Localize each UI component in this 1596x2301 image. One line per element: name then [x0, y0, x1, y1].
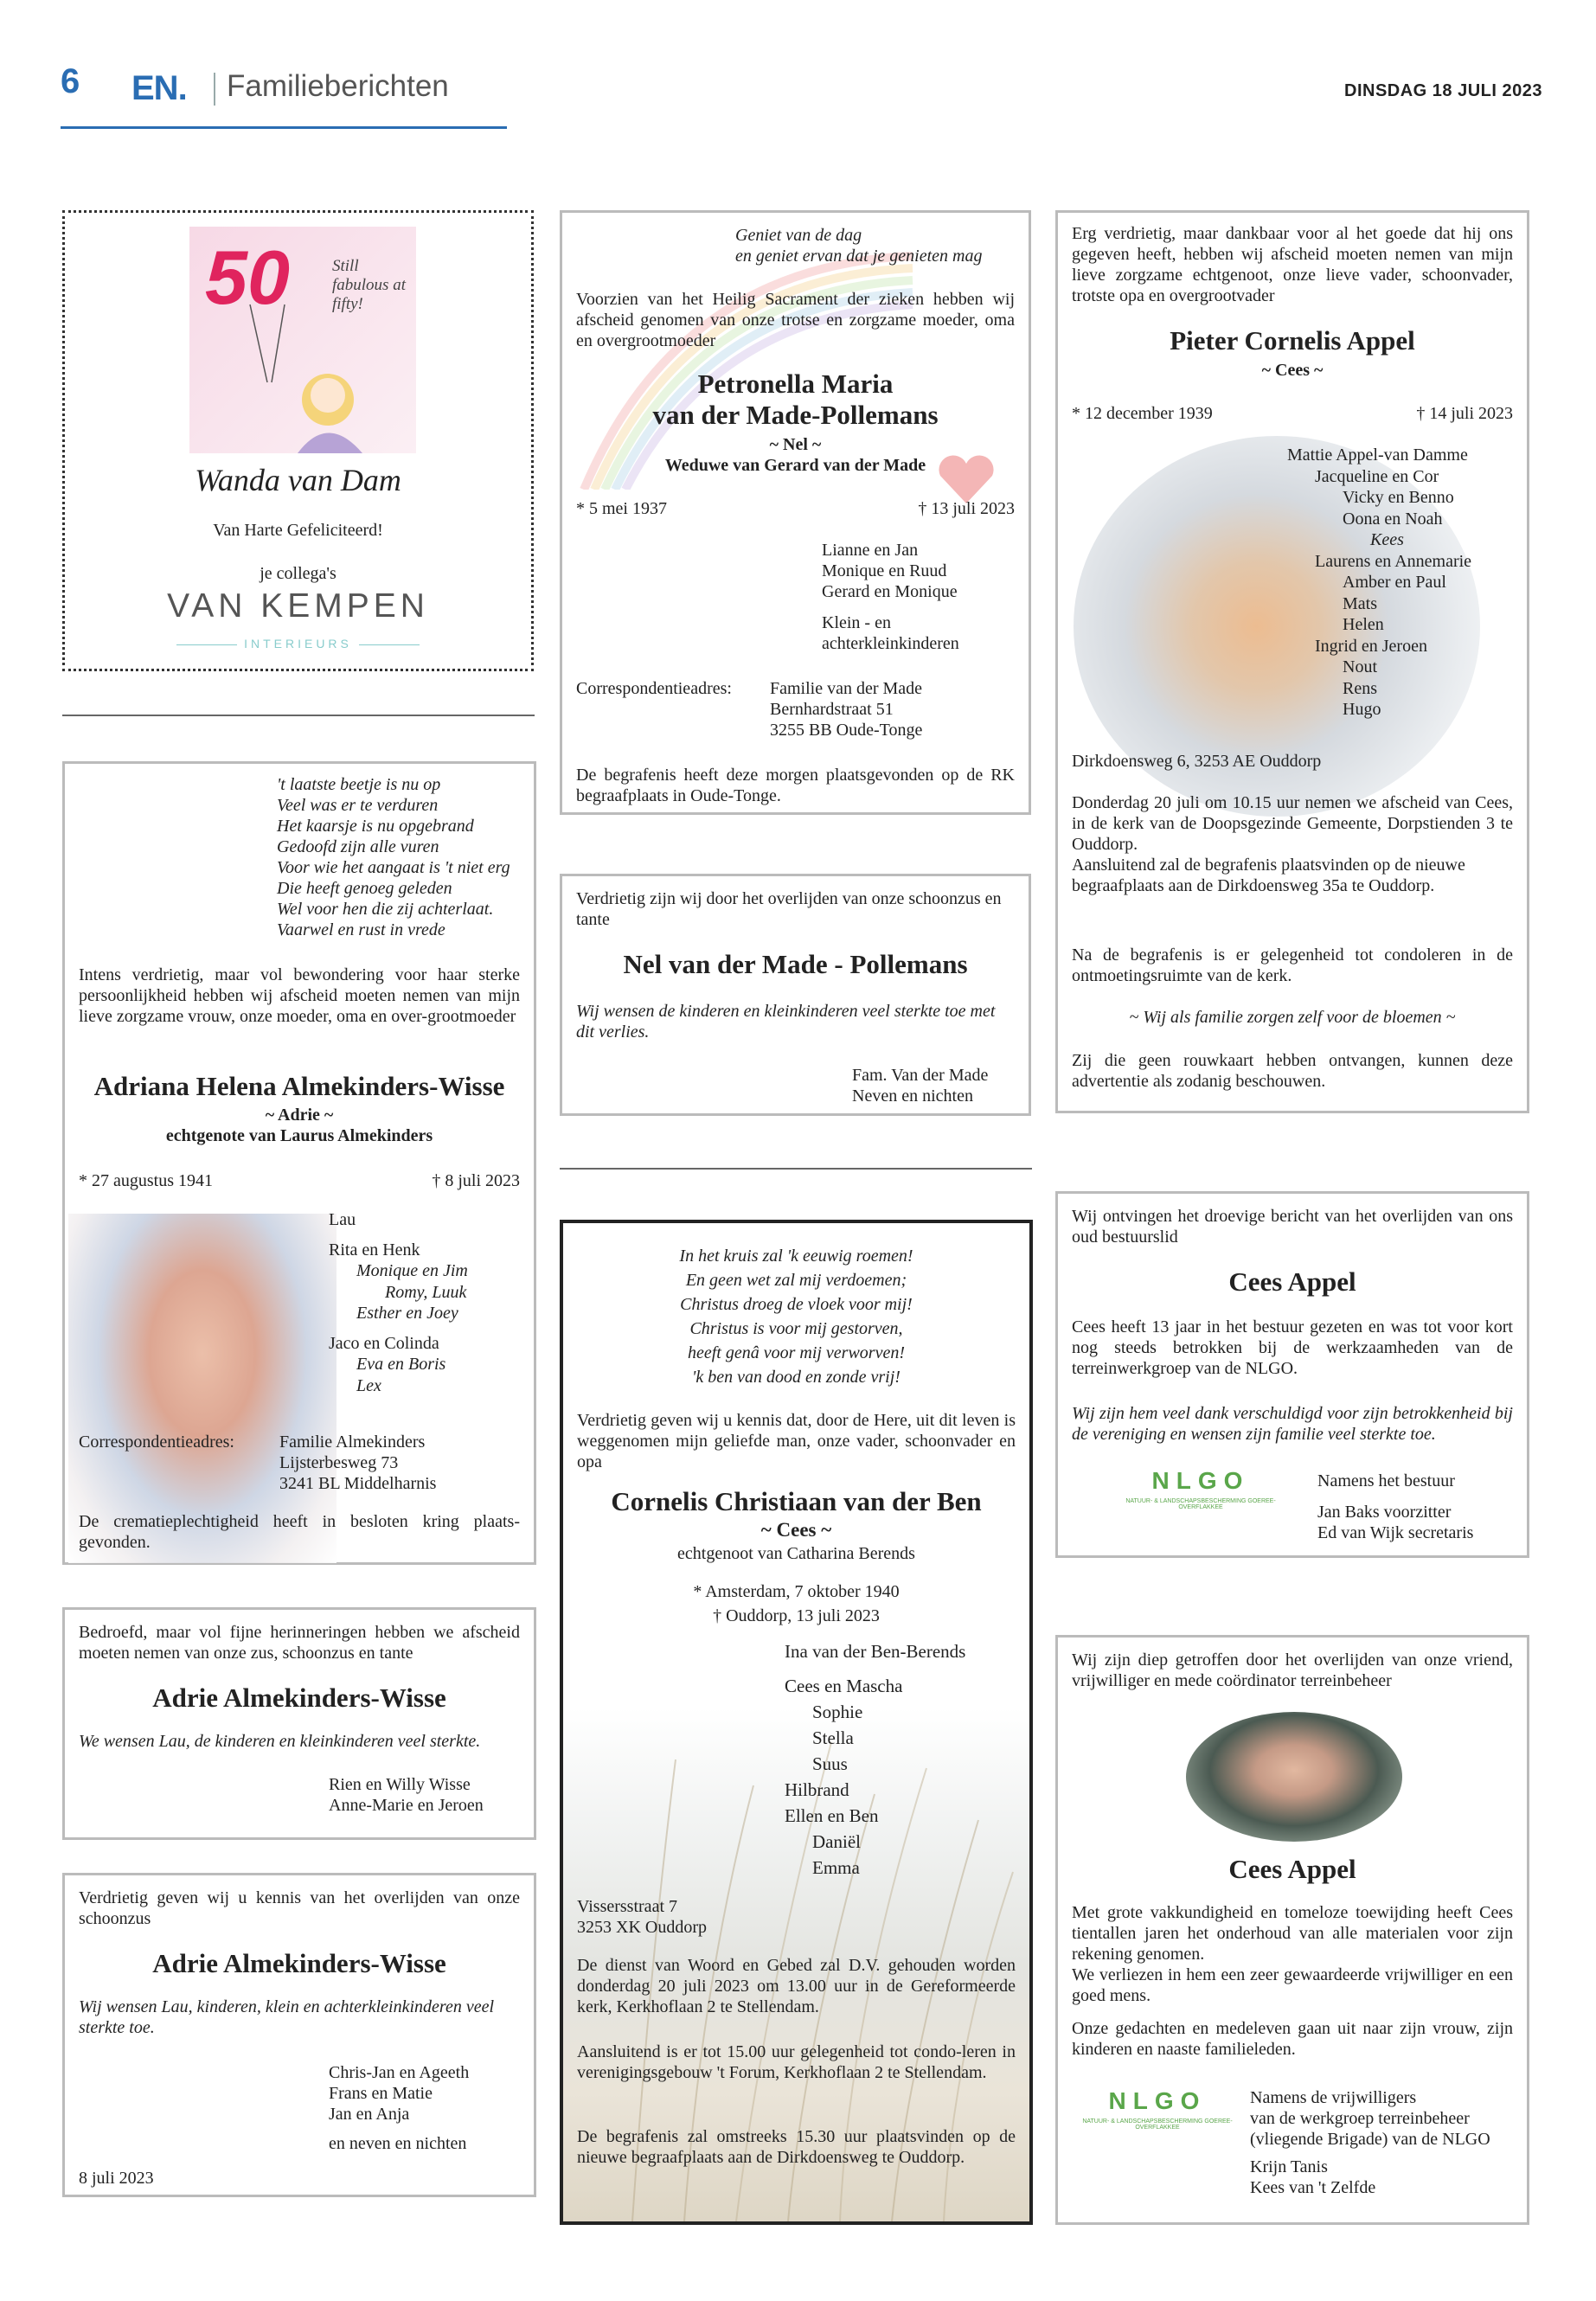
section-title: Familieberichten	[227, 69, 449, 103]
signed: Fam. Van der Made Neven en nichten	[852, 1066, 989, 1106]
column-rule	[560, 1168, 1032, 1170]
greeting: Van Harte Gefeliciteerd!	[213, 521, 383, 540]
address: Dirkdoensweg 6, 3253 AE Ouddorp	[1072, 752, 1322, 771]
nlgo-logo-text: NLGO	[1151, 1467, 1250, 1494]
birth-date: * 12 december 1939	[1072, 404, 1213, 423]
page-number: 6	[61, 62, 80, 100]
nickname: ~ Nel ~	[769, 435, 822, 454]
family-list: Ina van der Ben-Berends Cees en Mascha Sophie Stella Suus Hilbrand Ellen en Ben Daniël Emma	[785, 1641, 966, 1878]
nlgo-logo-text: NLGO	[1108, 2087, 1207, 2114]
nickname: ~ Cees ~	[760, 1519, 832, 1541]
spouse: echtgenote van Laurus Almekinders	[165, 1126, 433, 1145]
column-rule	[62, 715, 535, 716]
wish: We wensen Lau, de kinderen en kleinkinderen veel sterkte.	[79, 1732, 481, 1751]
company-sub	[65, 637, 531, 651]
address: Vissersstraat 7 3253 XK Ouddorp	[577, 1897, 707, 1937]
from-text: je collega's	[260, 564, 337, 583]
ceremony-note: De crematieplechtigheid heeft in besloten kring plaats-gevonden.	[79, 1512, 520, 1552]
card-nel	[560, 874, 1031, 1116]
correspondence-label: Correspondentieadres:	[79, 1433, 234, 1452]
thanks: Wij zijn hem veel dank verschuldigd voor zijn betrokkenheid bij de vereniging en wensen zijn familie veel sterkte toe.	[1072, 1404, 1513, 1444]
body: Met grote vakkundigheid en tomeloze toewijding heeft Cees tientallen jaren het onderhoud van alle materialen voor zijn rekening genomen.	[1072, 1903, 1513, 1964]
wish: Wij wensen de kinderen en kleinkinderen veel sterkte toe met dit verlies.	[576, 1002, 996, 1042]
nickname: ~ Adrie ~	[265, 1106, 334, 1125]
burial: De begrafenis zal omstreeks 15.30 uur plaatsvinden op de nieuwe begraafplaats aan de Dirkdoensweg te Ouddorp.	[577, 2127, 1016, 2167]
death-date: † Ouddorp, 13 juli 2023	[713, 1606, 880, 1625]
flowers-note: ~ Wij als familie zorgen zelf voor de bloemen ~	[1129, 1008, 1456, 1027]
correspondence-address: Familie Almekinders Lijsterbesweg 73 3241 BL Middelharnis	[279, 1433, 437, 1493]
signed: Namens het bestuur Jan Baks voorzitter Ed van Wijk secretaris	[1317, 1471, 1474, 1542]
nlgo-logo	[1118, 1469, 1283, 1510]
person-name: Cornelis Christiaan van der Ben	[611, 1486, 982, 1516]
person-name: Adrie Almekinders-Wisse	[152, 1948, 446, 1978]
intro: Intens verdrietig, maar vol bewondering voor haar sterke persoonlijkheid hebben wij afscheid moeten nemen van mijn lieve zorgzame vrouw, onze moeder, oma en over-grootmoeder	[79, 965, 520, 1026]
issue-date: DINSDAG 18 JULI 2023	[1344, 81, 1542, 100]
card-adrie-1	[62, 1607, 536, 1840]
signed: Chris-Jan en Ageeth Frans en Matie Jan en Anja en neven en nichten	[329, 2063, 470, 2153]
death-date: † 13 juli 2023	[918, 499, 1015, 518]
quote: Geniet van de dag en geniet ervan dat je genieten mag	[735, 226, 983, 266]
intro: Verdrietig zijn wij door het overlijden van onze schoonzus en tante	[576, 889, 1002, 929]
intro: Wij ontvingen het droevige bericht van het overlijden van ons oud bestuurslid	[1072, 1207, 1513, 1247]
card-adrie-2	[62, 1873, 536, 2197]
poem: 't laatste beetje is nu op Veel was er te verduren Het kaarsje is nu opgebrand Gedoofd zijn alle vuren Voor wie het aangaat is 't niet erg Die heeft genoeg geleden Wel voor hen die zij achterlaat. Vaarwel en rust in vrede	[277, 775, 510, 939]
intro: Bedroefd, maar vol fijne herinneringen hebben we afscheid moeten nemen van onze zus, schoonzus en tante	[79, 1623, 520, 1663]
birth-date: * 5 mei 1937	[576, 499, 667, 518]
death-date: † 14 juli 2023	[1416, 404, 1513, 423]
nlgo-logo-sub: NATUUR- & LANDSCHAPSBESCHERMING GOEREE-OVERFLAKKEE	[1082, 2118, 1233, 2131]
wish: Wij wensen Lau, kinderen, klein en achterkleinkinderen veel sterkte toe.	[79, 1997, 495, 2037]
intro: Verdrietig geven wij u kennis dat, door de Here, uit dit leven is weggenomen mijn geliefde man, onze vader, schoonvader en opa	[577, 1411, 1016, 1471]
badge-number: 50	[205, 234, 290, 320]
correspondence-address: Familie van der Made Bernhardstraat 51 3255 BB Oude-Tonge	[770, 679, 923, 740]
thoughts: Onze gedachten en medeleven gaan uit naar zijn vrouw, zijn kinderen en naaste familieleden.	[1072, 2019, 1513, 2059]
birthday-illustration	[189, 227, 416, 453]
card-petronella	[560, 210, 1031, 815]
logo: EN.	[131, 69, 187, 107]
poem: In het kruis zal 'k eeuwig roemen! En geen wet zal mij verdoemen; Christus droeg de vloek voor mij! Christus is voor mij gestorven, heeft genâ voor mij verworven! 'k ben van dood en zonde vrij!	[679, 1247, 913, 1387]
service: De dienst van Woord en Gebed zal D.V. gehouden worden donderdag 20 juli 2023 om 13.00 uur in de Gereformeerde kerk, Kerkhoflaan 2 te Stellendam.	[577, 1956, 1016, 2016]
card-cees-2	[1055, 1635, 1529, 2225]
signed: Namens de vrijwilligers van de werkgroep terreinbeheer (vliegende Brigade) van de NLGO Krijn Tanis Kees van 't Zelfde	[1250, 2088, 1490, 2197]
header-separator	[214, 73, 215, 106]
person-name: Adriana Helena Almekinders-Wisse	[93, 1071, 505, 1101]
nickname: ~ Cees ~	[1261, 361, 1324, 380]
intro: Verdrietig geven wij u kennis van het overlijden van onze schoonzus	[79, 1888, 520, 1928]
badge-caption: Still fabulous at fifty!	[332, 257, 406, 313]
card-wanda	[62, 210, 534, 671]
company-name: VAN KEMPEN	[167, 587, 429, 625]
intro: Erg verdrietig, maar dankbaar voor al het goede dat hij ons gegeven heeft, hebben wij afscheid moeten nemen van mijn lieve zorgzame echtgenoot, onze lieve vader, schoonvader, trotste opa en overgrootvader	[1072, 224, 1513, 305]
person-name: Petronella Maria van der Made-Pollemans	[652, 369, 939, 430]
person-name: Pieter Cornelis Appel	[1170, 325, 1415, 356]
card-cornelis	[560, 1220, 1033, 2225]
burial-note: De begrafenis heeft deze morgen plaatsgevonden op de RK begraafplaats in Oude-Tonge.	[576, 766, 1015, 805]
company-sub-text: INTERIEURS	[244, 637, 352, 651]
birth-date: * Amsterdam, 7 oktober 1940	[693, 1582, 900, 1601]
notice: Zij die geen rouwkaart hebben ontvangen, kunnen deze advertentie als zodanig beschouwen.	[1072, 1051, 1513, 1091]
nlgo-logo	[1075, 2089, 1240, 2131]
intro: Wij zijn diep getroffen door het overlijden van onze vriend, vrijwilliger en mede coördinator terreinbeheer	[1072, 1650, 1513, 1690]
date: 8 juli 2023	[79, 2169, 154, 2188]
card-adriana	[62, 761, 536, 1565]
card-pieter	[1055, 210, 1529, 1113]
death-date: † 8 juli 2023	[432, 1171, 520, 1190]
condolence: Aansluitend is er tot 15.00 uur gelegenheid tot condo-leren in verenigingsgebouw 't Forum, Kerkhoflaan 2 te Stellendam.	[577, 2042, 1016, 2082]
body-2: We verliezen in hem een zeer gewaardeerde vrijwilliger en een goed mens.	[1072, 1965, 1513, 2005]
condolence: Na de begrafenis is er gelegenheid tot condoleren in de ontmoetingsruimte van de kerk.	[1072, 945, 1513, 985]
person-name: Cees Appel	[1228, 1854, 1356, 1884]
burial: Aansluitend zal de begrafenis plaatsvinden op de nieuwe begraafplaats aan de Dirkdoensweg 35a te Ouddorp.	[1072, 856, 1465, 895]
birth-date: * 27 augustus 1941	[79, 1171, 213, 1190]
portrait-photo	[1186, 1712, 1402, 1842]
family-list: Lau Rita en Henk Monique en Jim Romy, Luuk Esther en Joey Jaco en Colinda Eva en Boris Lex	[329, 1210, 468, 1395]
family-list: Mattie Appel-van Damme Jacqueline en Cor Vicky en Benno Oona en Noah Kees Laurens en Annemarie Amber en Paul Mats Helen Ingrid en Jeroen Nout Rens Hugo	[1287, 445, 1472, 719]
card-cees-1	[1055, 1191, 1529, 1558]
body: Cees heeft 13 jaar in het bestuur gezeten en was tot voor kort nog steeds betrokken bij de werkzaamheden van de terreinwerkgroep van de NLGO.	[1072, 1317, 1513, 1378]
person-name: Adrie Almekinders-Wisse	[152, 1682, 446, 1713]
person-name: Nel van der Made - Pollemans	[623, 949, 968, 979]
spouse: Weduwe van Gerard van der Made	[664, 456, 926, 475]
family-list: Lianne en Jan Monique en Ruud Gerard en Monique Klein - en achterkleinkinderen	[822, 541, 959, 653]
signed: Rien en Willy Wisse Anne-Marie en Jeroen	[329, 1775, 484, 1815]
correspondence-label: Correspondentieadres:	[576, 679, 732, 698]
intro: Voorzien van het Heilig Sacrament der zieken hebben wij afscheid genomen van onze trotse en zorgzame moeder, oma en overgrootmoeder	[576, 290, 1015, 350]
person-name: Cees Appel	[1228, 1266, 1356, 1297]
service: Donderdag 20 juli om 10.15 uur nemen we afscheid van Cees, in de kerk van de Doopsgezinde Gemeente, Dorpstienden 3 te Ouddorp.	[1072, 793, 1513, 854]
spouse: echtgenoot van Catharina Berends	[677, 1544, 915, 1563]
person-name: Wanda van Dam	[195, 463, 401, 497]
header-rule	[61, 126, 507, 129]
nlgo-logo-sub: NATUUR- & LANDSCHAPSBESCHERMING GOEREE-OVERFLAKKEE	[1125, 1498, 1276, 1510]
